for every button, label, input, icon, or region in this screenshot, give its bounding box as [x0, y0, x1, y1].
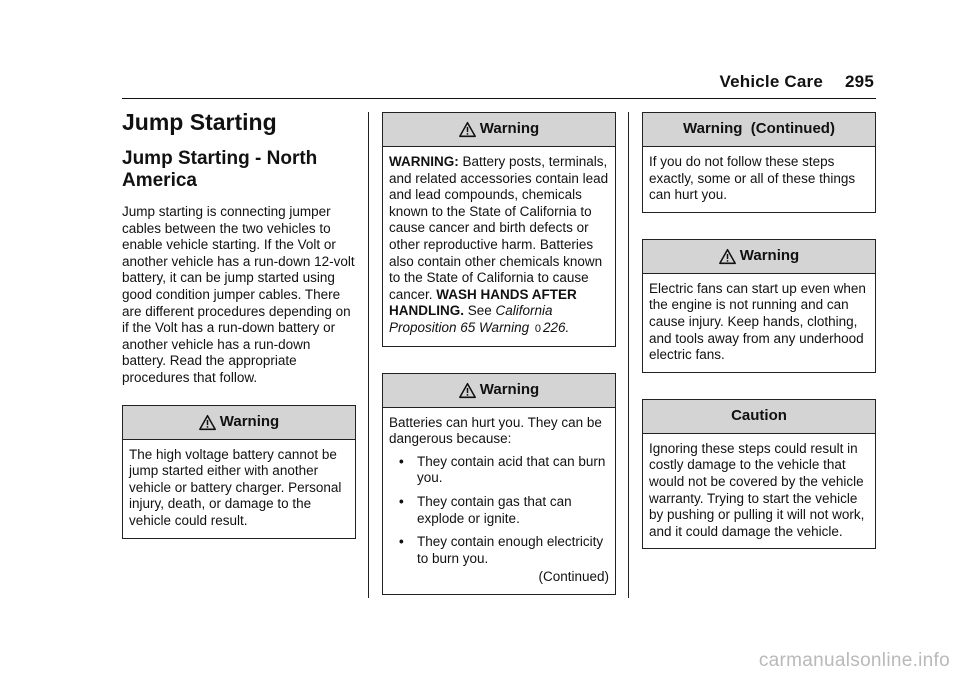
warning-triangle-icon — [459, 121, 476, 138]
column-divider-2 — [628, 112, 629, 598]
section-heading: Jump Starting - North America — [122, 148, 318, 191]
warning-header — [643, 113, 875, 147]
wash-hands-notice: WASH HANDS AFTER HANDLING. — [389, 286, 577, 319]
list-item — [389, 494, 609, 527]
list-item-text: They contain acid that can burn you. — [417, 453, 606, 486]
caution-title: Caution — [731, 406, 787, 424]
column-divider-1 — [368, 112, 369, 598]
column-3 — [642, 112, 876, 549]
list-item — [389, 534, 609, 567]
period: . — [565, 319, 570, 335]
warning-body — [643, 274, 875, 372]
warning-header — [643, 240, 875, 274]
caution-header — [643, 400, 875, 434]
see-label: See — [464, 303, 496, 319]
list-item-text: They contain gas that can explode or ignite. — [417, 493, 572, 526]
warning-title: Warning — [479, 380, 540, 398]
warning-header — [123, 406, 355, 440]
column-2 — [382, 112, 616, 595]
warning-body — [123, 440, 355, 538]
list-item — [389, 454, 609, 487]
warning-lead: WARNING: — [389, 154, 459, 169]
warning-title: Warning — [219, 412, 280, 430]
warning-box-high-voltage — [122, 405, 356, 539]
warning-box-battery-dangers — [382, 373, 616, 595]
page-number: 295 — [845, 72, 874, 91]
battery-danger-list — [389, 454, 609, 568]
continued-label: (Continued) — [538, 569, 609, 585]
warning-box-electric-fans — [642, 239, 876, 373]
prop65-body: Battery posts, terminals, and related accessories contain lead and lead compounds, chemicals known to the State of California to cause cancer and birth defects or other reproductive harm. Batteries also contain other chemicals known to the State of California to cause cancer. — [389, 154, 609, 302]
warning-body — [643, 147, 875, 212]
caution-body — [643, 434, 875, 549]
page-title: Jump Starting — [122, 109, 277, 135]
bullet: • — [399, 493, 404, 509]
bullet: • — [399, 534, 404, 550]
warning-text: Electric fans can start up even when the engine is not running and can cause injury. Keep hands, clothing, and tools away from any underhood electric fans. — [649, 280, 866, 363]
page-header — [720, 72, 875, 92]
warning-body — [383, 408, 615, 594]
warning-title: Warning (Continued) — [683, 120, 835, 138]
warning-box-continued — [642, 112, 876, 213]
warning-triangle-icon — [719, 248, 736, 265]
caution-text: Ignoring these steps could result in costly damage to the vehicle that would not be covered by the vehicle warranty. Trying to start the vehicle by pushing or pulling it will not work, and it could damage the vehicle. — [649, 440, 865, 539]
warning-triangle-icon — [199, 414, 216, 431]
intro-paragraph: Jump starting is connecting jumper cables between the two vehicles to enable vehicle starting. If the Volt or another vehicle has a run-down 12-volt battery, it can be jump started using good condition jumper cables. There are different procedures depending on if the Volt has a run-down battery or another vehicle has a run-down battery. Read the appropriate procedures that follow. — [122, 204, 355, 385]
warning-title: Warning — [739, 246, 800, 264]
warning-header — [383, 374, 615, 408]
warning-header — [383, 113, 615, 147]
column-1 — [122, 108, 356, 539]
section-title: Vehicle Care — [719, 72, 824, 91]
battery-intro: Batteries can hurt you. They can be dangerous because: — [389, 414, 602, 447]
watermark: carmanualsonline.info — [758, 650, 950, 671]
warning-title: Warning — [479, 120, 540, 138]
page-ref-arrow: 0 — [534, 322, 541, 335]
warning-box-prop65 — [382, 112, 616, 347]
list-item-text: They contain enough electricity to burn you. — [417, 534, 604, 566]
bullet: • — [399, 453, 404, 469]
prop65-text — [389, 154, 609, 338]
warning-triangle-icon — [459, 382, 476, 399]
warning-text: The high voltage battery cannot be jump started either with another vehicle or battery charger. Personal injury, death, or damage to the vehicle could result. — [129, 446, 342, 528]
caution-box — [642, 399, 876, 550]
prop65-page-ref[interactable]: 226 — [542, 319, 566, 335]
header-rule — [122, 98, 876, 99]
prop65-reference-link[interactable]: California Proposition 65 Warning — [389, 303, 553, 335]
warning-body — [383, 147, 615, 346]
warning-text: If you do not follow these steps exactly, some or all of these things can hurt you. — [649, 154, 856, 203]
